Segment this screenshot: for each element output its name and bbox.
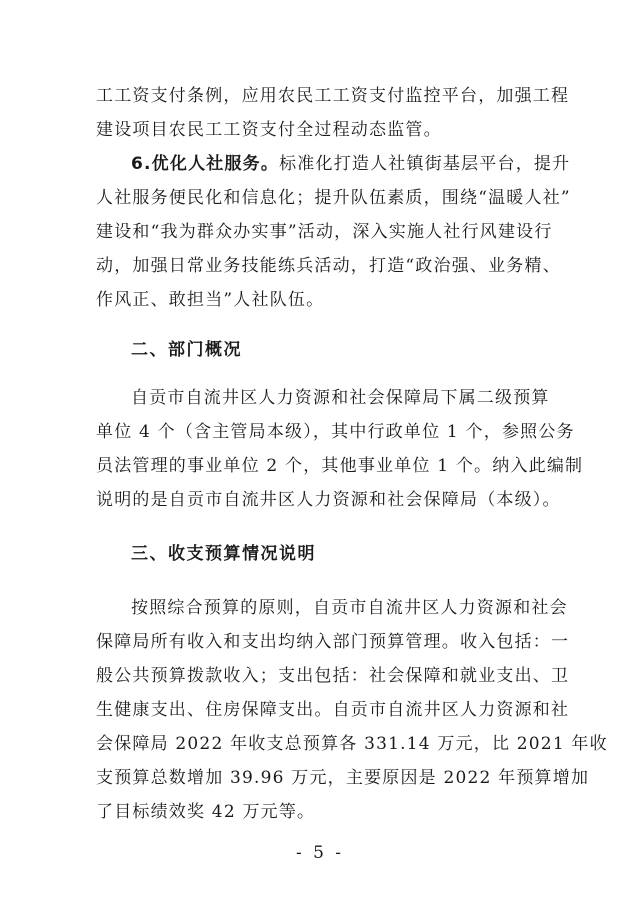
section2-line-4: 说明的是自贡市自流井区人力资源和社会保障局（本级）。 (96, 490, 561, 510)
section2-line-2: 单位 4 个（含主管局本级），其中行政单位 1 个，参照公务 (96, 422, 575, 442)
para1-line-2: 建设项目农民工工资支付全过程动态监管。 (96, 120, 442, 140)
section3-line-7: 了目标绩效奖 42 万元等。 (96, 802, 316, 822)
section3-line-5: 会保障局 2022 年收支总预算各 331.14 万元，比 2021 年收 (96, 734, 608, 754)
section3-line-6: 支预算总数增加 39.96 万元，主要原因是 2022 年预算增加 (96, 768, 590, 788)
para1-line-1: 工工资支付条例，应用农民工工资支付监控平台，加强工程 (96, 86, 570, 106)
section2-line-3: 员法管理的事业单位 2 个，其他事业单位 1 个。纳入此编制 (96, 456, 584, 476)
para2-line-1-text: 标准化打造人社镇街基层平台，提升 (279, 154, 571, 174)
para2-line-5: 作风正、敢担当”人社队伍。 (96, 290, 325, 310)
section3-line-3: 般公共预算拨款收入；支出包括：社会保障和就业支出、卫 (96, 666, 570, 686)
section3-line-1: 按照综合预算的原则，自贡市自流井区人力资源和社会 (131, 598, 568, 618)
section-2-heading: 二、部门概况 (131, 340, 242, 360)
section3-line-2: 保障局所有收入和支出均纳入部门预算管理。收入包括：一 (96, 632, 570, 652)
page-number: - 5 - (295, 843, 345, 863)
para2-line-3: 建设和“我为群众办实事”活动，深入实施人社行风建设行 (96, 222, 553, 242)
section3-line-4: 生健康支出、住房保障支出。自贡市自流井区人力资源和社 (96, 700, 570, 720)
para2-line-2: 人社服务便民化和信息化；提升队伍素质，围绕“温暖人社” (96, 188, 571, 208)
item-6-label: 6.优化人社服务。 (131, 154, 280, 174)
section2-line-1: 自贡市自流井区人力资源和社会保障局下属二级预算 (131, 388, 550, 408)
para2-line-1 (131, 152, 570, 176)
para2-line-4: 动，加强日常业务技能练兵活动，打造“政治强、业务精、 (96, 256, 561, 276)
section-3-heading: 三、收支预算情况说明 (131, 544, 316, 564)
